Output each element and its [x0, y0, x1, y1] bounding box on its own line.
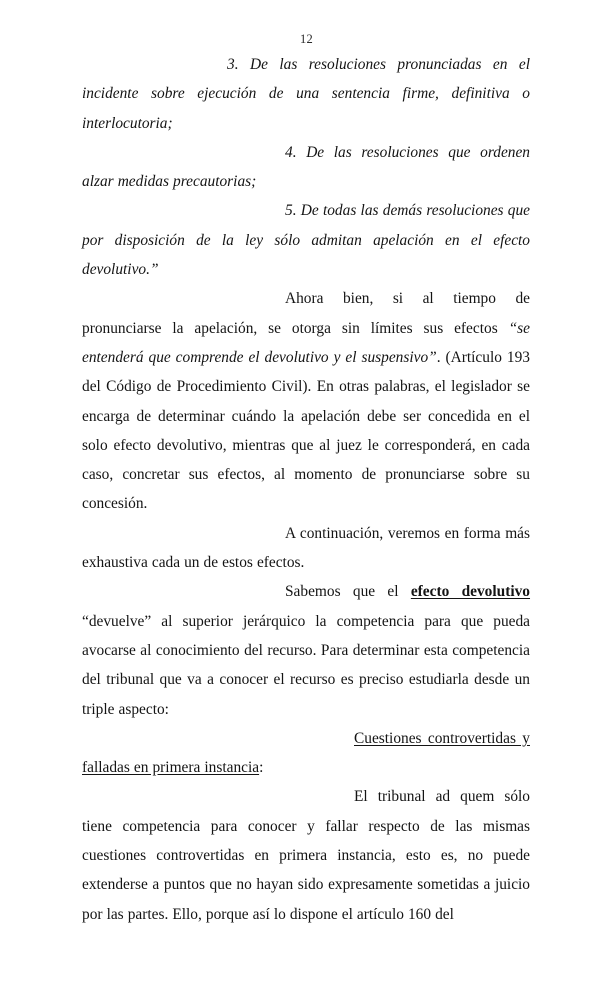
- paragraph-ahora-bien: [82, 284, 530, 518]
- text-run-plain: :: [259, 759, 264, 777]
- paragraph-numeral-5: 5. De todas las demás resoluciones que por disposición de la ley sólo admitan apelación en el efecto devolutivo.”: [82, 202, 530, 279]
- text-run-plain: Ahora bien, si al tiempo de pronunciarse la apelación, se otorga sin límites sus efectos: [82, 290, 530, 337]
- paragraph-sabemos-que: [82, 577, 530, 723]
- heading-cuestiones-controvertidas: Cuestiones controvertidas y falladas en primera instancia: [82, 729, 530, 777]
- text-run-plain: Sabemos que el: [285, 583, 411, 601]
- text-run-plain: “devuelve” al superior jerárquico la competencia para que pueda avocarse al conocimiento del recurso. Para determinar esta competencia del tribunal que va a conocer el recurso es preciso estudiarla desde un triple aspecto:: [82, 612, 530, 718]
- paragraph-el-tribunal-ad-quem: El tribunal ad quem sólo tiene competencia para conocer y fallar respecto de las mismas cuestiones controvertidas en primera instancia, esto es, no puede extenderse a puntos que no hayan sido expresamente sometidas a juicio por las partes. Ello, porque así lo dispone el artículo 160 del: [82, 788, 530, 923]
- paragraph-subtitulo-cuestiones: [82, 724, 530, 783]
- text-run-plain: . (Artículo 193 del Código de Procedimiento Civil). En otras palabras, el legislador se encarga de determinar cuándo la apelación debe ser concedida en el solo efecto devolutivo, mientras que al juez le corresponderá, en cada caso, concretar sus efectos, al momento de pronunciarse sobre su concesión.: [82, 348, 530, 513]
- text-run-italic-quote: “se entenderá que comprende el devolutivo y el suspensivo”: [82, 319, 530, 366]
- paragraph-numeral-3: 3. De las resoluciones pronunciadas en el incidente sobre ejecución de una sentencia firme, definitiva o interlocutoria;: [82, 56, 530, 132]
- paragraph-numeral-4: 4. De las resoluciones que ordenen alzar medidas precautorias;: [82, 143, 530, 191]
- emphasis-efecto-devolutivo: efecto devolutivo: [410, 583, 531, 601]
- page-text-body: [82, 50, 530, 929]
- paragraph-a-continuacion: A continuación, veremos en forma más exhaustiva cada un de estos efectos.: [82, 524, 530, 572]
- page-number: 12: [299, 32, 314, 46]
